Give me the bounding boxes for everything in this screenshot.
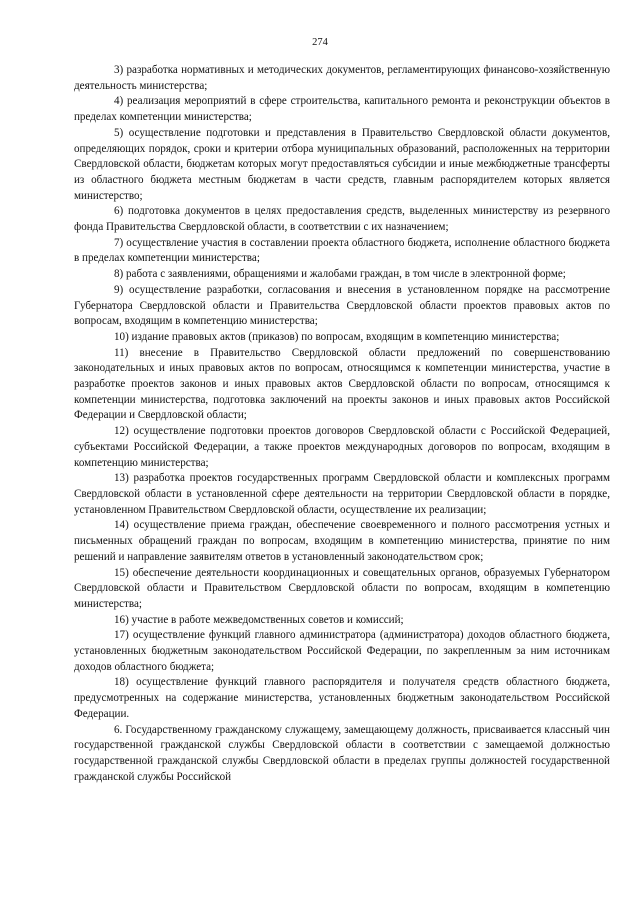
paragraph-item-16: 16) участие в работе межведомственных советов и комиссий; bbox=[114, 613, 404, 626]
paragraph-item-7: 7) осуществление участия в составлении проекта областного бюджета, исполнение областного бюджета в пределах компетенции министерства; bbox=[74, 236, 610, 265]
paragraph-item-10: 10) издание правовых актов (приказов) по вопросам, входящим в компетенцию министерства; bbox=[114, 330, 560, 343]
paragraph-item-11: 11) внесение в Правительство Свердловской области предложений по совершенствованию законодательных и иных правовых актов по вопросам, относящимся к компетенции министерства, участие в разработке проектов законов и иных правовых актов Свердловской области по вопросам, относящимся к компетенции министерства, подготовка заключений на проекты законов и иных правовых актов Российской Федерации и Свердловской области; bbox=[74, 346, 610, 422]
paragraph-item-18: 18) осуществление функций главного распорядителя и получателя средств областного бюджета, предусмотренных на содержание министерства, установленных бюджетным законодательством Российской Федерации. bbox=[74, 676, 610, 720]
paragraph-item-17: 17) осуществление функций главного администратора (администратора) доходов областного бюджета, установленных бюджетным законодательством Российской Федерации, по закрепленным за ним источникам доходов областного бюджета; bbox=[74, 629, 610, 673]
paragraph-item-5: 5) осуществление подготовки и представления в Правительство Свердловской области документов, определяющих порядок, сроки и критерии отбора муниципальных образований, расположенных на территории Свердловской области, бюджетам которых могут предоставляться субсидии и иные межбюджетные трансферты из областного бюджета местным бюджетам в части средств, главным распорядителем которых является министерство; bbox=[74, 126, 610, 202]
paragraph-section-6: 6. Государственному гражданскому служащему, замещающему должность, присваивается классный чин государственной гражданской службы Свердловской области в соответствии с замещаемой должностью государственной гражданской службы Свердловской области в пределах группы должностей государственной гражданской службы Российской bbox=[74, 723, 610, 783]
document-body bbox=[74, 63, 610, 785]
paragraph-item-15: 15) обеспечение деятельности координационных и совещательных органов, образуемых Губернатором Свердловской области и Правительством Свердловской области по вопросам, входящим в компетенцию министерства; bbox=[74, 566, 610, 610]
paragraph-item-3: 3) разработка нормативных и методических документов, регламентирующих финансово-хозяйственную деятельность министерства; bbox=[74, 64, 610, 92]
paragraph-item-13: 13) разработка проектов государственных программ Свердловской области и комплексных программ Свердловской области в установленной сфере деятельности на территории Свердловской области в порядке, установленном Правительством Свердловской области, осуществление их реализации; bbox=[74, 472, 610, 516]
paragraph-item-12: 12) осуществление подготовки проектов договоров Свердловской области с Российской Федерацией, субъектами Российской Федерации, а также проектов международных договоров по вопросам, входящим в компетенцию министерства; bbox=[74, 425, 610, 469]
page-number: 274 bbox=[312, 37, 328, 48]
paragraph-item-4: 4) реализация мероприятий в сфере строительства, капитального ремонта и реконструкции объектов в пределах компетенции министерства; bbox=[74, 95, 610, 124]
paragraph-item-6: 6) подготовка документов в целях предоставления средств, выделенных министерству из резервного фонда Правительства Свердловской области, в соответствии с их назначением; bbox=[74, 205, 610, 234]
paragraph-item-14: 14) осуществление приема граждан, обеспечение своевременного и полного рассмотрения устных и письменных обращений граждан по вопросам, входящим в компетенцию министерства, принятие по ним решений и направление заявителям ответов в установленный законодательством срок; bbox=[74, 519, 610, 563]
paragraph-item-9: 9) осуществление разработки, согласования и внесения в установленном порядке на рассмотрение Губернатора Свердловской области и Правительства Свердловской области проектов правовых актов по вопросам, входящим в компетенцию министерства; bbox=[74, 283, 610, 328]
paragraph-item-8: 8) работа с заявлениями, обращениями и жалобами граждан, в том числе в электронной форме; bbox=[114, 268, 566, 281]
